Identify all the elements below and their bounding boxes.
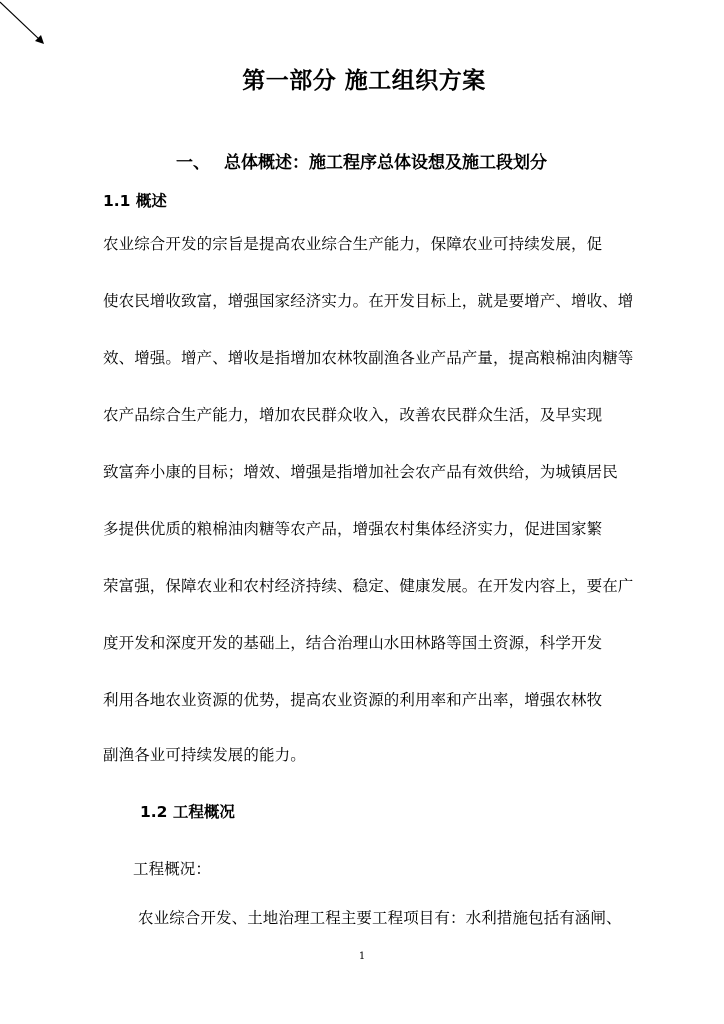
page-title: 第一部分 施工组织方案 [242,68,486,94]
subsection-heading-overview: 1.1 概述 [103,192,167,210]
paragraph-line: 农产品综合生产能力，增加农民群众收入，改善农民群众生活，及早实现 [103,406,603,424]
section-number: 一、 [176,153,210,173]
corner-crop-mark [0,0,50,50]
paragraph-line: 效、增强。增产、增收是指增加农林牧副渔各业产品产量，提高粮棉油肉糖等 [103,349,634,367]
paragraph-line: 荣富强，保障农业和农村经济持续、稳定、健康发展。在开发内容上，要在广 [103,577,634,595]
paragraph-line: 副渔各业可持续发展的能力。 [103,746,306,764]
paragraph-line: 利用各地农业资源的优势，提高农业资源的利用率和产出率，增强农林牧 [103,691,603,709]
project-overview-label: 工程概况： [133,860,212,878]
paragraph-line: 致富奔小康的目标；增效、增强是指增加社会农产品有效供给，为城镇居民 [103,463,618,481]
page-number: 1 [358,951,366,962]
subsection-heading-project: 1.2 工程概况 [140,803,235,821]
section-heading [176,150,547,176]
project-overview-text: 农业综合开发、土地治理工程主要工程项目有：水利措施包括有涵闸、 [138,909,622,927]
paragraph-line: 度开发和深度开发的基础上，结合治理山水田林路等国土资源，科学开发 [103,634,603,652]
paragraph-line: 使农民增收致富，增强国家经济实力。在开发目标上，就是要增产、增收、增 [103,292,634,310]
paragraph-line: 农业综合开发的宗旨是提高农业综合生产能力，保障农业可持续发展，促 [103,235,603,253]
section-title: 总体概述：施工程序总体设想及施工段划分 [224,153,547,173]
paragraph-line: 多提供优质的粮棉油肉糖等农产品，增强农村集体经济实力，促进国家繁 [103,520,603,538]
